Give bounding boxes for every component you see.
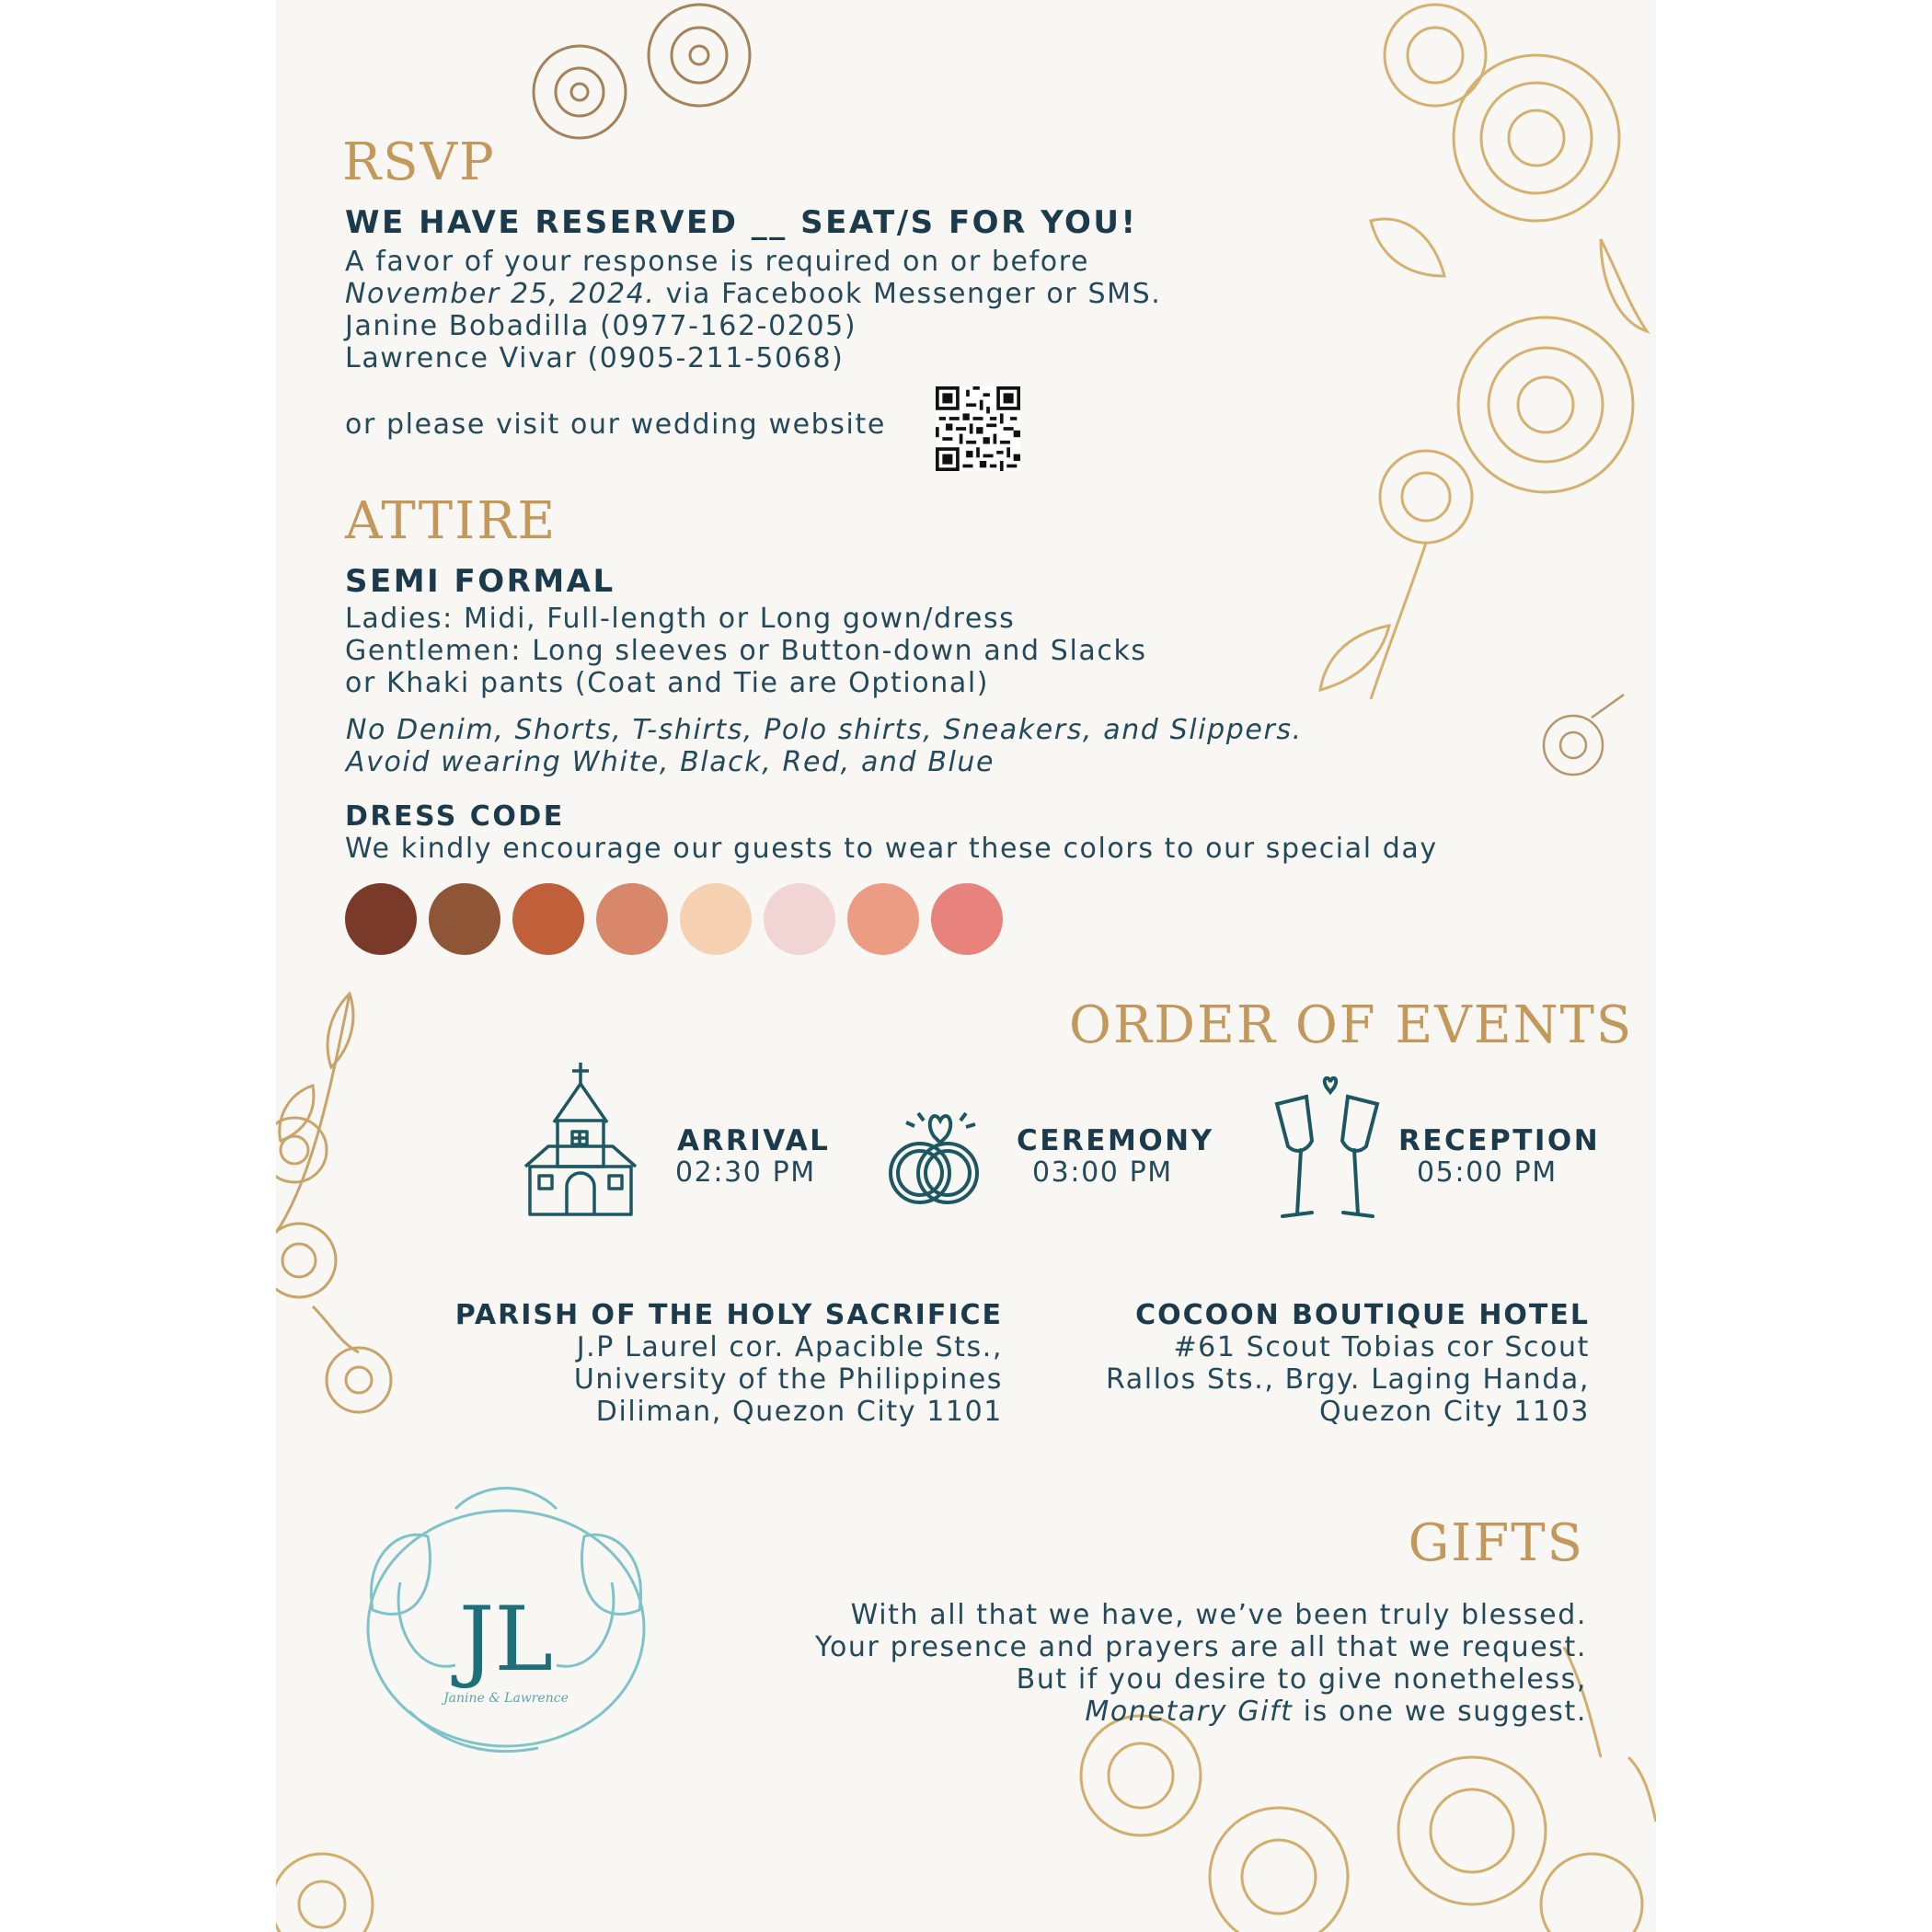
color-swatch-3 xyxy=(512,883,584,955)
gifts-line4 xyxy=(815,1696,1587,1728)
event-arrival-label: ARRIVAL xyxy=(677,1124,831,1157)
attire-gentlemen-line1: Gentlemen: Long sleeves or Button-down and Slacks xyxy=(345,635,1147,667)
rsvp-seat-title: WE HAVE RESERVED __ SEAT/S FOR YOU! xyxy=(345,204,1138,241)
attire-semi-formal-title: SEMI FORMAL xyxy=(345,563,615,600)
color-swatch-8 xyxy=(931,883,1003,955)
rsvp-contact-lawrence: Lawrence Vivar (0905-211-5068) xyxy=(345,342,845,374)
monogram-script-names: Janine & Lawrence xyxy=(443,1691,569,1706)
color-swatch-2 xyxy=(429,883,500,955)
attire-guidelines xyxy=(345,603,1147,699)
attire-ladies: Ladies: Midi, Full-length or Long gown/dress xyxy=(345,603,1016,635)
attire-avoid-colors-note: Avoid wearing White, Black, Red, and Blue xyxy=(346,746,995,778)
attire-restrictions xyxy=(346,714,1303,778)
gifts-poem xyxy=(815,1599,1587,1728)
venue-parish xyxy=(455,1299,1003,1428)
gifts-monetary-gift: Monetary Gift xyxy=(1085,1696,1294,1728)
gifts-line4-rest: is one we suggest. xyxy=(1293,1696,1587,1728)
color-swatch-7 xyxy=(847,883,919,955)
invitation-card xyxy=(276,0,1656,1932)
event-ceremony-label: CEREMONY xyxy=(1017,1124,1214,1157)
attire-gentlemen-line2: or Khaki pants (Coat and Tie are Optional) xyxy=(345,667,990,699)
floral-left-decoration xyxy=(276,957,405,1472)
color-swatch-4 xyxy=(596,883,668,955)
venue-hotel-line3: Quezon City 1103 xyxy=(1318,1396,1590,1428)
venue-parish-line3: Diliman, Quezon City 1101 xyxy=(595,1396,1003,1428)
color-swatch-1 xyxy=(345,883,417,955)
rsvp-website-text: or please visit our wedding website xyxy=(345,408,886,441)
venue-parish-line2: University of the Philippines xyxy=(573,1363,1003,1396)
rsvp-deadline-date: November 25, 2024. xyxy=(345,278,656,310)
color-swatch-5 xyxy=(680,883,752,955)
venue-hotel-line1: #61 Scout Tobias cor Scout xyxy=(1173,1331,1590,1363)
attire-heading: ATTIRE xyxy=(345,491,558,551)
rsvp-line2-rest: via Facebook Messenger or SMS. xyxy=(655,278,1162,310)
gifts-line2: Your presence and prayers are all that we request. xyxy=(815,1631,1587,1663)
monogram-letters: JL xyxy=(458,1588,554,1691)
venue-hotel-name: COCOON BOUTIQUE HOTEL xyxy=(1135,1299,1590,1331)
event-reception-time: 05:00 PM xyxy=(1417,1156,1558,1189)
dress-code-title: DRESS CODE xyxy=(345,800,565,833)
venue-hotel xyxy=(1106,1299,1590,1428)
rsvp-line2 xyxy=(345,278,1161,310)
gifts-heading: GIFTS xyxy=(1408,1513,1584,1573)
church-icon xyxy=(521,1058,640,1219)
gifts-line1: With all that we have, we’ve been truly blessed. xyxy=(850,1599,1587,1631)
floral-small-right-decoration xyxy=(1527,690,1628,791)
venue-hotel-line2: Rallos Sts., Brgy. Laging Handa, xyxy=(1106,1363,1590,1396)
champagne-glasses-icon xyxy=(1270,1076,1385,1224)
rsvp-contact-janine: Janine Bobadilla (0977-162-0205) xyxy=(345,310,857,342)
rsvp-heading: RSVP xyxy=(342,132,496,192)
rsvp-response-text xyxy=(345,246,1161,374)
event-reception-label: RECEPTION xyxy=(1398,1124,1601,1157)
qr-code-icon[interactable] xyxy=(936,386,1020,471)
attire-no-wear-note: No Denim, Shorts, T-shirts, Polo shirts, Sneakers, and Slippers. xyxy=(346,714,1303,746)
floral-top-right-decoration xyxy=(1316,0,1656,718)
event-arrival-time: 02:30 PM xyxy=(675,1156,816,1189)
rings-icon xyxy=(883,1095,989,1214)
rsvp-line1: A favor of your response is required on or before xyxy=(345,246,1090,278)
color-swatch-6 xyxy=(764,883,835,955)
venue-parish-name: PARISH OF THE HOLY SACRIFICE xyxy=(454,1299,1003,1331)
monogram-wreath-logo xyxy=(345,1472,667,1776)
floral-top-decoration xyxy=(524,0,764,156)
event-ceremony-time: 03:00 PM xyxy=(1032,1156,1173,1189)
venue-parish-line1: J.P Laurel cor. Apacible Sts., xyxy=(576,1331,1003,1363)
order-of-events-heading: ORDER OF EVENTS xyxy=(1069,995,1634,1055)
dress-code-text: We kindly encourage our guests to wear these colors to our special day xyxy=(345,833,1438,865)
gifts-line3: But if you desire to give nonetheless, xyxy=(1016,1663,1587,1696)
